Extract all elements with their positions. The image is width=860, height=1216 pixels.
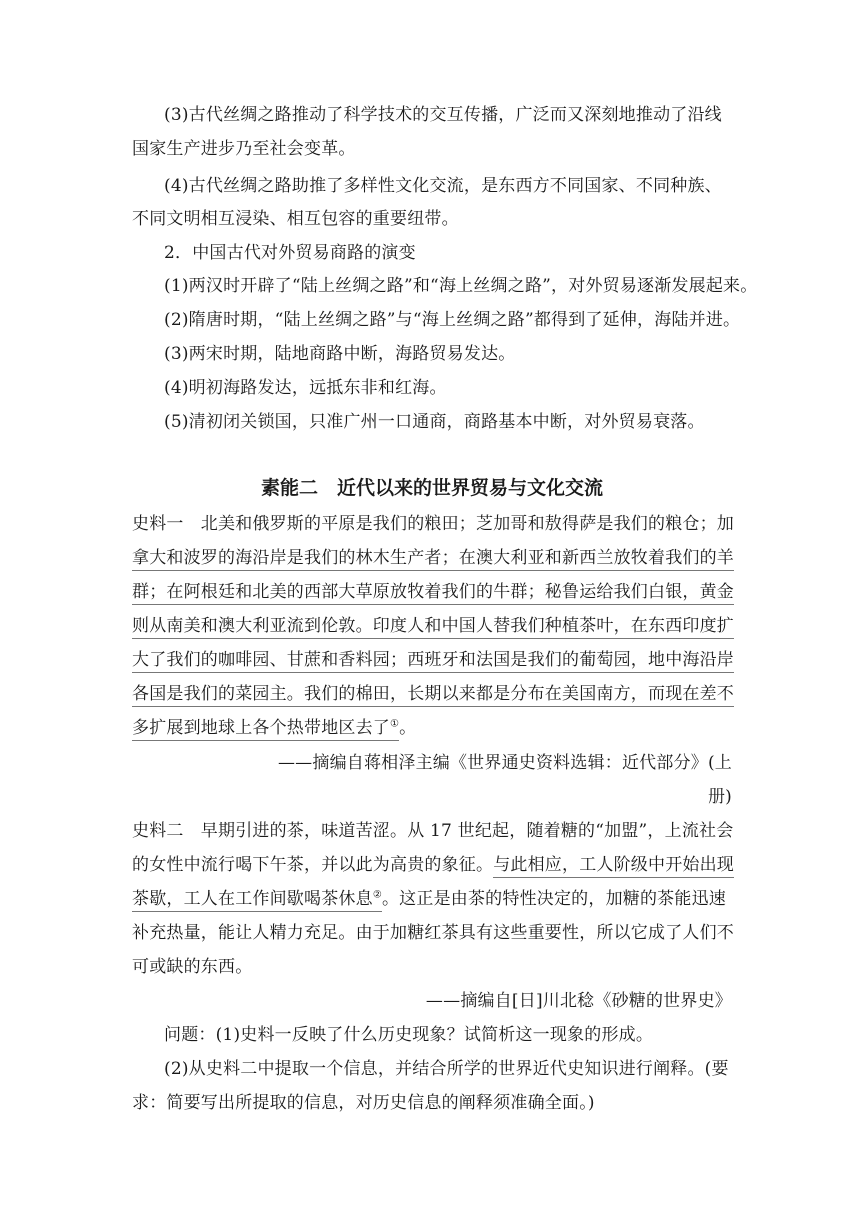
footnote-mark: ① [390, 718, 400, 730]
point-2-title: 2．中国古代对外贸易商路的演变 [164, 243, 416, 263]
source-1-text: 则从南美和澳大利亚流到伦敦。印度人和中国人替我们种植茶叶，在东西印度扩 [132, 616, 734, 639]
source-1-text: 史料一 北美和俄罗斯的平原是我们的粮田；芝加哥和敖得萨是我们的粮仓；加 [132, 514, 734, 534]
source-1-text: 大了我们的咖啡园、甘蔗和香料园；西班牙和法国是我们的葡萄园，地中海沿岸 [132, 650, 734, 673]
section-title: 素能二 近代以来的世界贸易与文化交流 [260, 477, 603, 499]
trade-route-item-3: (3)两宋时期，陆地商路中断，海路贸易发达。 [164, 344, 516, 364]
source-1-line [132, 649, 732, 671]
source-1-line [132, 615, 732, 637]
source-1-text: 各国是我们的菜园主。我们的棉田，长期以来都是分布在美国南方，而现在差不 [132, 684, 734, 707]
source-1-line [132, 513, 732, 535]
trade-route-item-5: (5)清初闭关锁国，只准广州一口通商，商路基本中断，对外贸易衰落。 [164, 412, 705, 432]
question-1: 问题：(1)史料一反映了什么历史现象？试简析这一现象的形成。 [164, 1025, 654, 1045]
source-2-text: 茶歇，工人在工作间歇喝茶休息 [132, 889, 373, 909]
source-1-line [132, 683, 732, 705]
source-2-line-4: 补充热量，能让人精力充足。由于加糖红茶具有这些重要性，所以它成了人们不 [132, 923, 734, 943]
question-2-line-2: 求：简要写出所提取的信息，对历史信息的阐释须准确全面。) [132, 1093, 595, 1113]
source-2-line-3 [132, 888, 732, 910]
source-1-line [132, 717, 732, 739]
question-2-line-1: (2)从史料二中提取一个信息，并结合所学的世界近代史知识进行阐释。(要 [164, 1059, 729, 1079]
source-2-citation: ——摘编自[日]川北稔《砂糖的世界史》 [425, 991, 732, 1011]
source-2-text-underlined: 与此相应，工人阶级中开始出现 [493, 855, 734, 878]
source-2-text: 的女性中流行喝下午茶，并以此为高贵的象征。 [132, 855, 494, 875]
source-1-citation-cont: 册) [707, 787, 732, 807]
trade-route-item-4: (4)明初海路发达，远抵东非和红海。 [164, 378, 447, 398]
source-1-citation: ——摘编自蒋相泽主编《世界通史资料选辑：近代部分》(上 [277, 753, 732, 773]
source-1-line [132, 547, 732, 569]
source-2-text: 。这正是由茶的特性决定的，加糖的茶能迅速 [381, 889, 726, 909]
source-1-text: 多扩展到地球上各个热带地区去了 [132, 718, 390, 738]
source-2-text-underlined [132, 889, 382, 912]
source-2-line-5: 可或缺的东西。 [132, 957, 253, 977]
source-1-line [132, 581, 732, 603]
source-2-line-1: 史料二 早期引进的茶，味道苦涩。从 17 世纪起，随着糖的“加盟”，上流社会 [132, 821, 734, 841]
source-1-text: 拿大和波罗的海沿岸是我们的林木生产者；在澳大利亚和新西兰放牧着我们的羊 [132, 548, 734, 571]
source-1-text-underlined [132, 718, 399, 741]
source-1-text: 群；在阿根廷和北美的西部大草原放牧着我们的牛群；秘鲁运给我们白银，黄金 [132, 582, 734, 605]
item-3-line-1: (3)古代丝绸之路推动了科学技术的交互传播，广泛而又深刻地推动了沿线 [164, 105, 722, 125]
footnote-mark: ② [372, 889, 382, 901]
item-4-line-2: 不同文明相互浸染、相互包容的重要纽带。 [132, 209, 459, 229]
end-punctuation: 。 [399, 718, 417, 738]
item-3-line-2: 国家生产进步乃至社会变革。 [132, 139, 356, 159]
item-4-line-1: (4)古代丝绸之路助推了多样性文化交流，是东西方不同国家、不同种族、 [164, 176, 722, 196]
source-2-line-2 [132, 854, 735, 876]
trade-route-item-1: (1)两汉时开辟了“陆上丝绸之路”和“海上丝绸之路”，对外贸易逐渐发展起来。 [164, 276, 758, 296]
trade-route-item-2: (2)隋唐时期，“陆上丝绸之路”与“海上丝绸之路”都得到了延伸，海陆并进。 [164, 310, 741, 330]
